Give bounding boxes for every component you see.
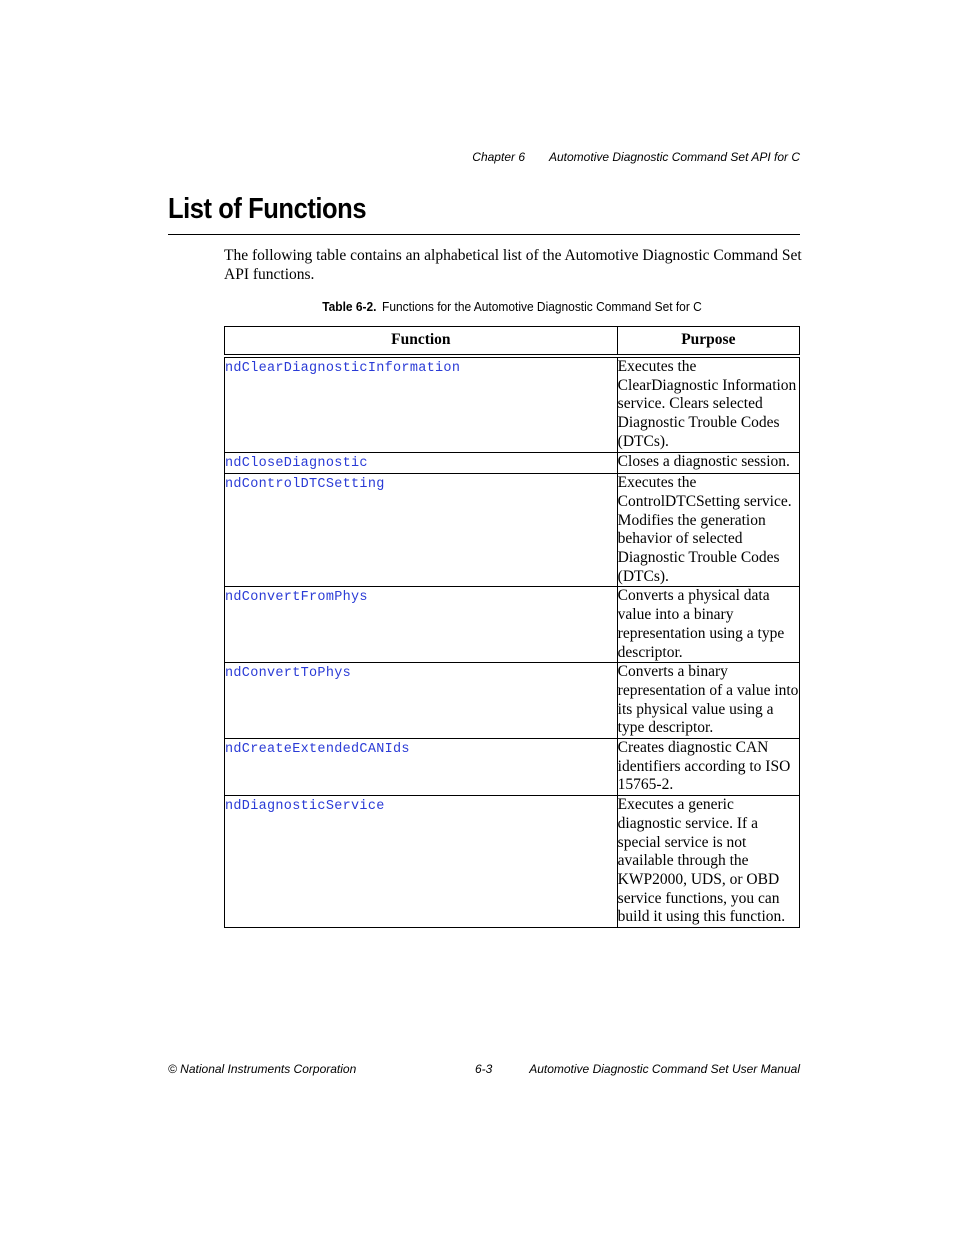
table-row [225,587,800,663]
function-link[interactable]: ndCreateExtendedCANIds [225,742,410,758]
function-link[interactable]: ndDiagnosticService [225,799,385,815]
purpose-cell: Executes a generic diagnostic service. If a special service is not available through the KWP2000, UDS, or OBD service functions, you can build it using this function. [617,796,799,928]
purpose-cell: Creates diagnostic CAN identifiers according to ISO 15765-2. [617,739,799,796]
intro-paragraph: The following table contains an alphabetical list of the Automotive Diagnostic Command Set API functions. [224,247,802,283]
function-link[interactable]: ndCloseDiagnostic [225,455,368,471]
purpose-cell: Executes the ControlDTCSetting service. Modifies the generation behavior of selected Diagnostic Trouble Codes (DTCs). [617,474,799,587]
page-footer [168,1062,800,1078]
table-caption-text: Functions for the Automotive Diagnostic Command Set for C [382,299,702,314]
function-cell [225,587,618,663]
section-title: List of Functions [168,193,367,225]
table-row [225,356,800,452]
function-cell [225,796,618,928]
running-header [472,150,800,164]
footer-manual-title: Automotive Diagnostic Command Set User Manual [529,1062,800,1076]
function-link[interactable]: ndConvertToPhys [225,666,352,682]
table-caption [247,299,777,314]
purpose-cell: Converts a physical data value into a binary representation using a type descriptor. [617,587,799,663]
table-row [225,474,800,587]
function-cell [225,452,618,474]
table-row [225,663,800,739]
column-header-function: Function [225,327,618,357]
table-caption-number: Table 6-2. [322,299,377,314]
header-chapter-title: Automotive Diagnostic Command Set API for C [549,150,800,164]
footer-copyright: © National Instruments Corporation [168,1062,357,1076]
footer-page-number: 6-3 [475,1062,493,1076]
header-chapter: Chapter 6 [472,150,525,164]
function-cell [225,474,618,587]
table-row [225,796,800,928]
purpose-cell: Executes the ClearDiagnostic Information service. Clears selected Diagnostic Trouble Codes (DTCs). [617,356,799,452]
function-cell [225,739,618,796]
column-header-purpose: Purpose [617,327,799,357]
function-cell [225,663,618,739]
function-cell [225,356,618,452]
title-rule [168,234,800,235]
function-link[interactable]: ndControlDTCSetting [225,477,385,493]
table-header-row [225,327,800,357]
purpose-cell: Closes a diagnostic session. [617,452,799,474]
table-row [225,452,800,474]
functions-table [224,326,800,928]
purpose-cell: Converts a binary representation of a value into its physical value using a type descriptor. [617,663,799,739]
function-link[interactable]: ndClearDiagnosticInformation [225,361,461,376]
table-row [225,739,800,796]
function-link[interactable]: ndConvertFromPhys [225,590,368,606]
